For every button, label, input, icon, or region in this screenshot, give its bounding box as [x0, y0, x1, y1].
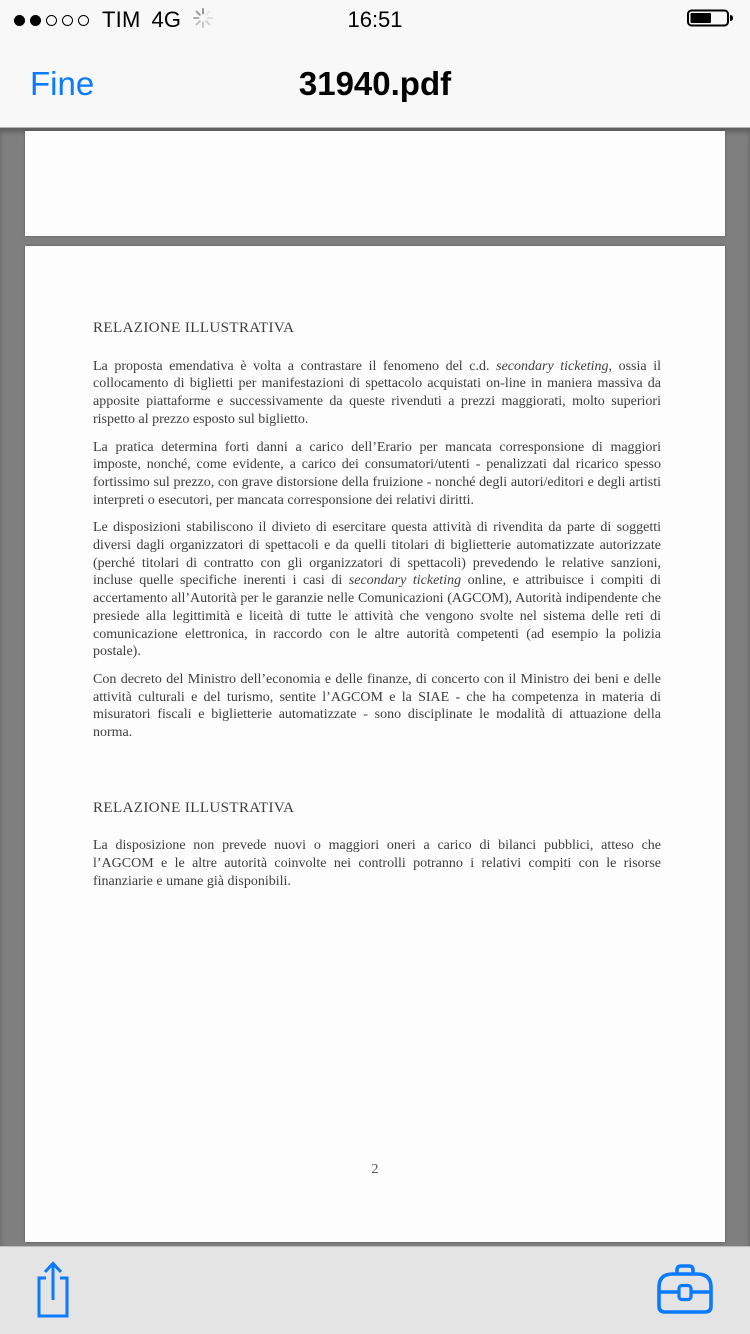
- document-paragraph: La proposta emendativa è volta a contrastare il fenomeno del c.d. secondary ticketing, ossia il collocamento di biglietti per manifestazioni di spettacolo acquistati on-line in maniera massiva da apposite piattaforme e successivamente da queste rivenduti a prezzi maggiorati, molto superiori rispetto al prezzo esposto sul biglietto.: [93, 358, 661, 427]
- status-time: 16:51: [347, 7, 403, 32]
- document-title: 31940.pdf: [298, 64, 452, 102]
- bottom-toolbar: [0, 1246, 750, 1334]
- document-paragraph: La disposizione non prevede nuovi o maggiori oneri a carico di bilanci pubblici, atteso che l’AGCOM e le altre autorità coinvolte nei controlli potranno i relativi compiti con le risorse finanziarie e umane già disponibili.: [93, 838, 661, 889]
- document-heading: RELAZIONE ILLUSTRATIVA: [93, 799, 295, 816]
- pdf-page: [25, 246, 725, 1242]
- carrier-label: TIM: [102, 7, 141, 32]
- document-paragraph: Le disposizioni stabiliscono il divieto di esercitare questa attività di rivendita da parte di soggetti diversi dagli organizzatori di spettacoli e da quelli titolari di biglietterie automatizzate autorizzate (perché titolari di contratto con gli organizzatori di spettacoli) prevedendo le relative sanzioni, incluse quelle specifiche inerenti i casi di secondary ticketing online, e attribuisce i compiti di accertamento all’Autorità per le garanzie nelle Comunicazioni (AGCOM), Autorità indipendente che presiede alla legittimità e liceità di tutte le attività che vengono svolte nel sistema delle reti di comunicazione elettronica, in raccordo con le altre autorità competenti (ad esempio la polizia postale).: [93, 520, 661, 660]
- page-number: 2: [371, 1162, 379, 1177]
- document-heading: RELAZIONE ILLUSTRATIVA: [93, 320, 295, 336]
- navigation-bar: [0, 40, 750, 128]
- share-button[interactable]: [32, 1257, 74, 1324]
- toolbox-icon: [652, 1261, 718, 1320]
- done-button[interactable]: Fine: [30, 40, 94, 127]
- toolbox-button[interactable]: [652, 1261, 718, 1320]
- document-paragraph: La pratica determina forti danni a carico dell’Erario per mancata corresponsione di maggiori imposte, nonché, come evidente, a carico dei consumatori/utenti - penalizzati dal ricarico spesso fortissimo sul prezzo, con grave distorsione della fruizione - nonché degli autori/editori e degli artisti interpreti o esecutori, per mancata corresponsione dei relativi diritti.: [93, 439, 661, 508]
- document-paragraph: Con decreto del Ministro dell’economia e delle finanze, di concerto con il Ministro dei beni e delle attività culturali e del turismo, sentite l’AGCOM e la SIAE - che ha competenza in materia di misuratori fiscali e biglietterie automatizzate - sono disciplinate le modalità di attuazione della norma.: [93, 671, 661, 741]
- network-type-label: 4G: [151, 7, 182, 32]
- pdf-page-previous: [25, 131, 725, 236]
- pdf-scroll-view[interactable]: [0, 128, 750, 1334]
- pdf-page-content: [25, 246, 725, 891]
- battery-fill: [691, 13, 712, 23]
- share-icon: [32, 1257, 74, 1324]
- status-bar: [0, 0, 750, 40]
- battery-icon: [686, 7, 736, 34]
